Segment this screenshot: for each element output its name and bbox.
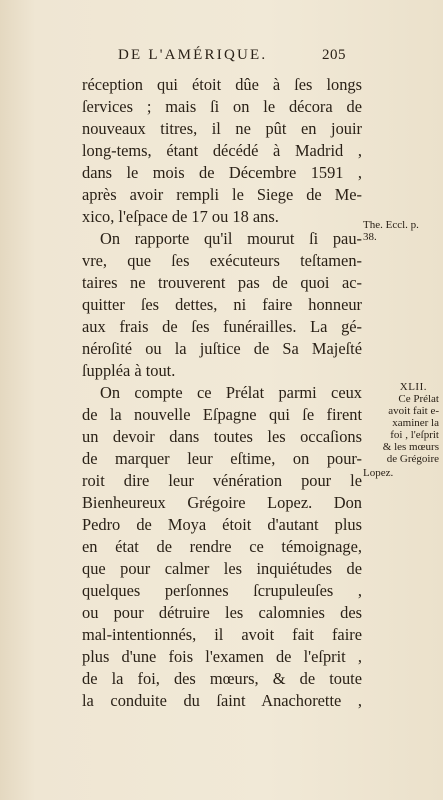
text-line: vre, que ſes exécuteurs teſtamen- — [82, 251, 362, 270]
margin-note-line: Ce Prélat — [398, 393, 439, 405]
text-line: plus d'une fois l'examen de l'eſprit , — [82, 647, 362, 666]
text-line: xico, l'eſpace de 17 ou 18 ans. — [82, 207, 279, 226]
text-line: long-tems, étant décédé à Madrid , — [82, 141, 362, 160]
text-line: néroſité ou la juſtice de Sa Majeſté — [82, 339, 362, 358]
text-line: la conduite du ſaint Anachorette , — [82, 691, 362, 710]
text-line: aux frais de ſes funérailles. La gé- — [82, 317, 362, 336]
margin-reference: The. Eccl. p. — [363, 219, 419, 231]
text-line: de marquer leur eſtime, on pour- — [82, 449, 362, 468]
text-line: de la nouvelle Eſpagne qui ſe firent — [82, 405, 362, 424]
body-text — [82, 74, 362, 712]
text-line: en état de rendre ce témoignage, — [82, 537, 362, 556]
text-line: ou pour détruire les calomnies des — [82, 603, 362, 622]
text-line: On rapporte qu'il mourut ſi pau- — [100, 229, 362, 248]
text-line: dans le mois de Décembre 1591 , — [82, 163, 362, 182]
margin-note-line: xaminer la — [392, 417, 439, 429]
margin-note-line: avoit fait e- — [388, 405, 439, 417]
text-line: un devoir dans toutes les occaſions — [82, 427, 362, 446]
margin-note-line: de Grégoire — [386, 453, 439, 465]
text-line: mal-intentionnés, il avoit fait faire — [82, 625, 362, 644]
margin-reference-page: 38. — [363, 231, 377, 243]
margin-note-line: Lopez. — [363, 467, 394, 479]
text-line: ſuppléa à tout. — [82, 361, 176, 380]
text-line: ſervices ; mais ſi on le décora de — [82, 97, 362, 116]
margin-section-number: XLII. — [399, 381, 427, 393]
text-line: que pour calmer les inquiétudes de — [82, 559, 362, 578]
text-line: Pedro de Moya étoit d'autant plus — [82, 515, 362, 534]
text-line: roit dire leur vénération pour le — [82, 471, 362, 490]
text-line: Bienheureux Grégoire Lopez. Don — [82, 493, 362, 512]
text-line: après avoir rempli le Siege de Me- — [82, 185, 362, 204]
text-line: On compte ce Prélat parmi ceux — [100, 383, 362, 402]
running-title: DE L'AMÉRIQUE. — [118, 47, 268, 63]
text-line: nouveaux titres, il ne pût en jouir — [82, 119, 362, 138]
page-header — [0, 47, 443, 67]
text-line: réception qui étoit dûe à ſes longs — [82, 75, 362, 94]
text-line: taires ne trouverent pas de quoi ac- — [82, 273, 362, 292]
margin-note-line: foi , l'eſprit — [390, 429, 439, 441]
text-line: de la foi, des mœurs, & de toute — [82, 669, 362, 688]
text-line: quitter ſes dettes, ni faire honneur — [82, 295, 362, 314]
margin-note-line: & les mœurs — [382, 441, 439, 453]
page-number: 205 — [322, 47, 346, 63]
text-line: quelques perſonnes ſcrupuleuſes , — [82, 581, 362, 600]
